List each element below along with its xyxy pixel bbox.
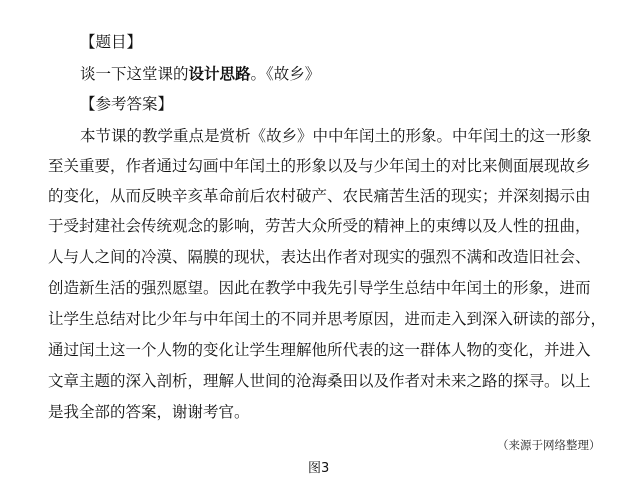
topic-heading: 【题目】 [80, 33, 143, 51]
answer-line: 创造新生活的强烈愿望。因此在教学中我先引导学生总结中年闰土的形象，进而 [48, 279, 591, 297]
question-suffix: 。《故乡》 [250, 65, 321, 83]
answer-line: 是我全部的答案，谢谢考官。 [48, 403, 250, 421]
source-note: （来源于网络整理） [497, 438, 601, 452]
answer-line: 至关重要，作者通过勾画中年闰土的形象以及与少年闰土的对比来侧面展现故乡 [48, 157, 591, 175]
answer-line: 的变化，从而反映辛亥革命前后农村破产、农民痛苦生活的现实；并深刻揭示由 [48, 187, 591, 205]
answer-heading: 【参考答案】 [80, 95, 174, 113]
question-prefix: 谈一下这堂课的 [80, 65, 189, 83]
answer-line: 通过闰土这一个人物的变化让学生理解他所代表的这一群体人物的变化，并进入 [48, 341, 591, 359]
answer-line: 人与人之间的冷漠、隔膜的现状，表达出作者对现实的强烈不满和改造旧社会、 [48, 248, 591, 266]
question-emphasis: 设计思路 [188, 65, 251, 83]
answer-line: 文章主题的深入剖析，理解人世间的沧海桑田以及作者对未来之路的探寻。以上 [48, 372, 591, 390]
answer-line: 让学生总结对比少年与中年闰土的不同并思考原因，进而走入到深入研读的部分， [48, 310, 607, 328]
question-text [80, 64, 320, 84]
answer-line: 本节课的教学重点是赏析《故乡》中中年闰土的形象。中年闰土的这一形象 [80, 127, 592, 145]
figure-caption: 图3 [308, 461, 330, 476]
answer-line: 于受封建社会传统观念的影响，劳苦大众所受的精神上的束缚以及人性的扭曲， [48, 217, 591, 235]
